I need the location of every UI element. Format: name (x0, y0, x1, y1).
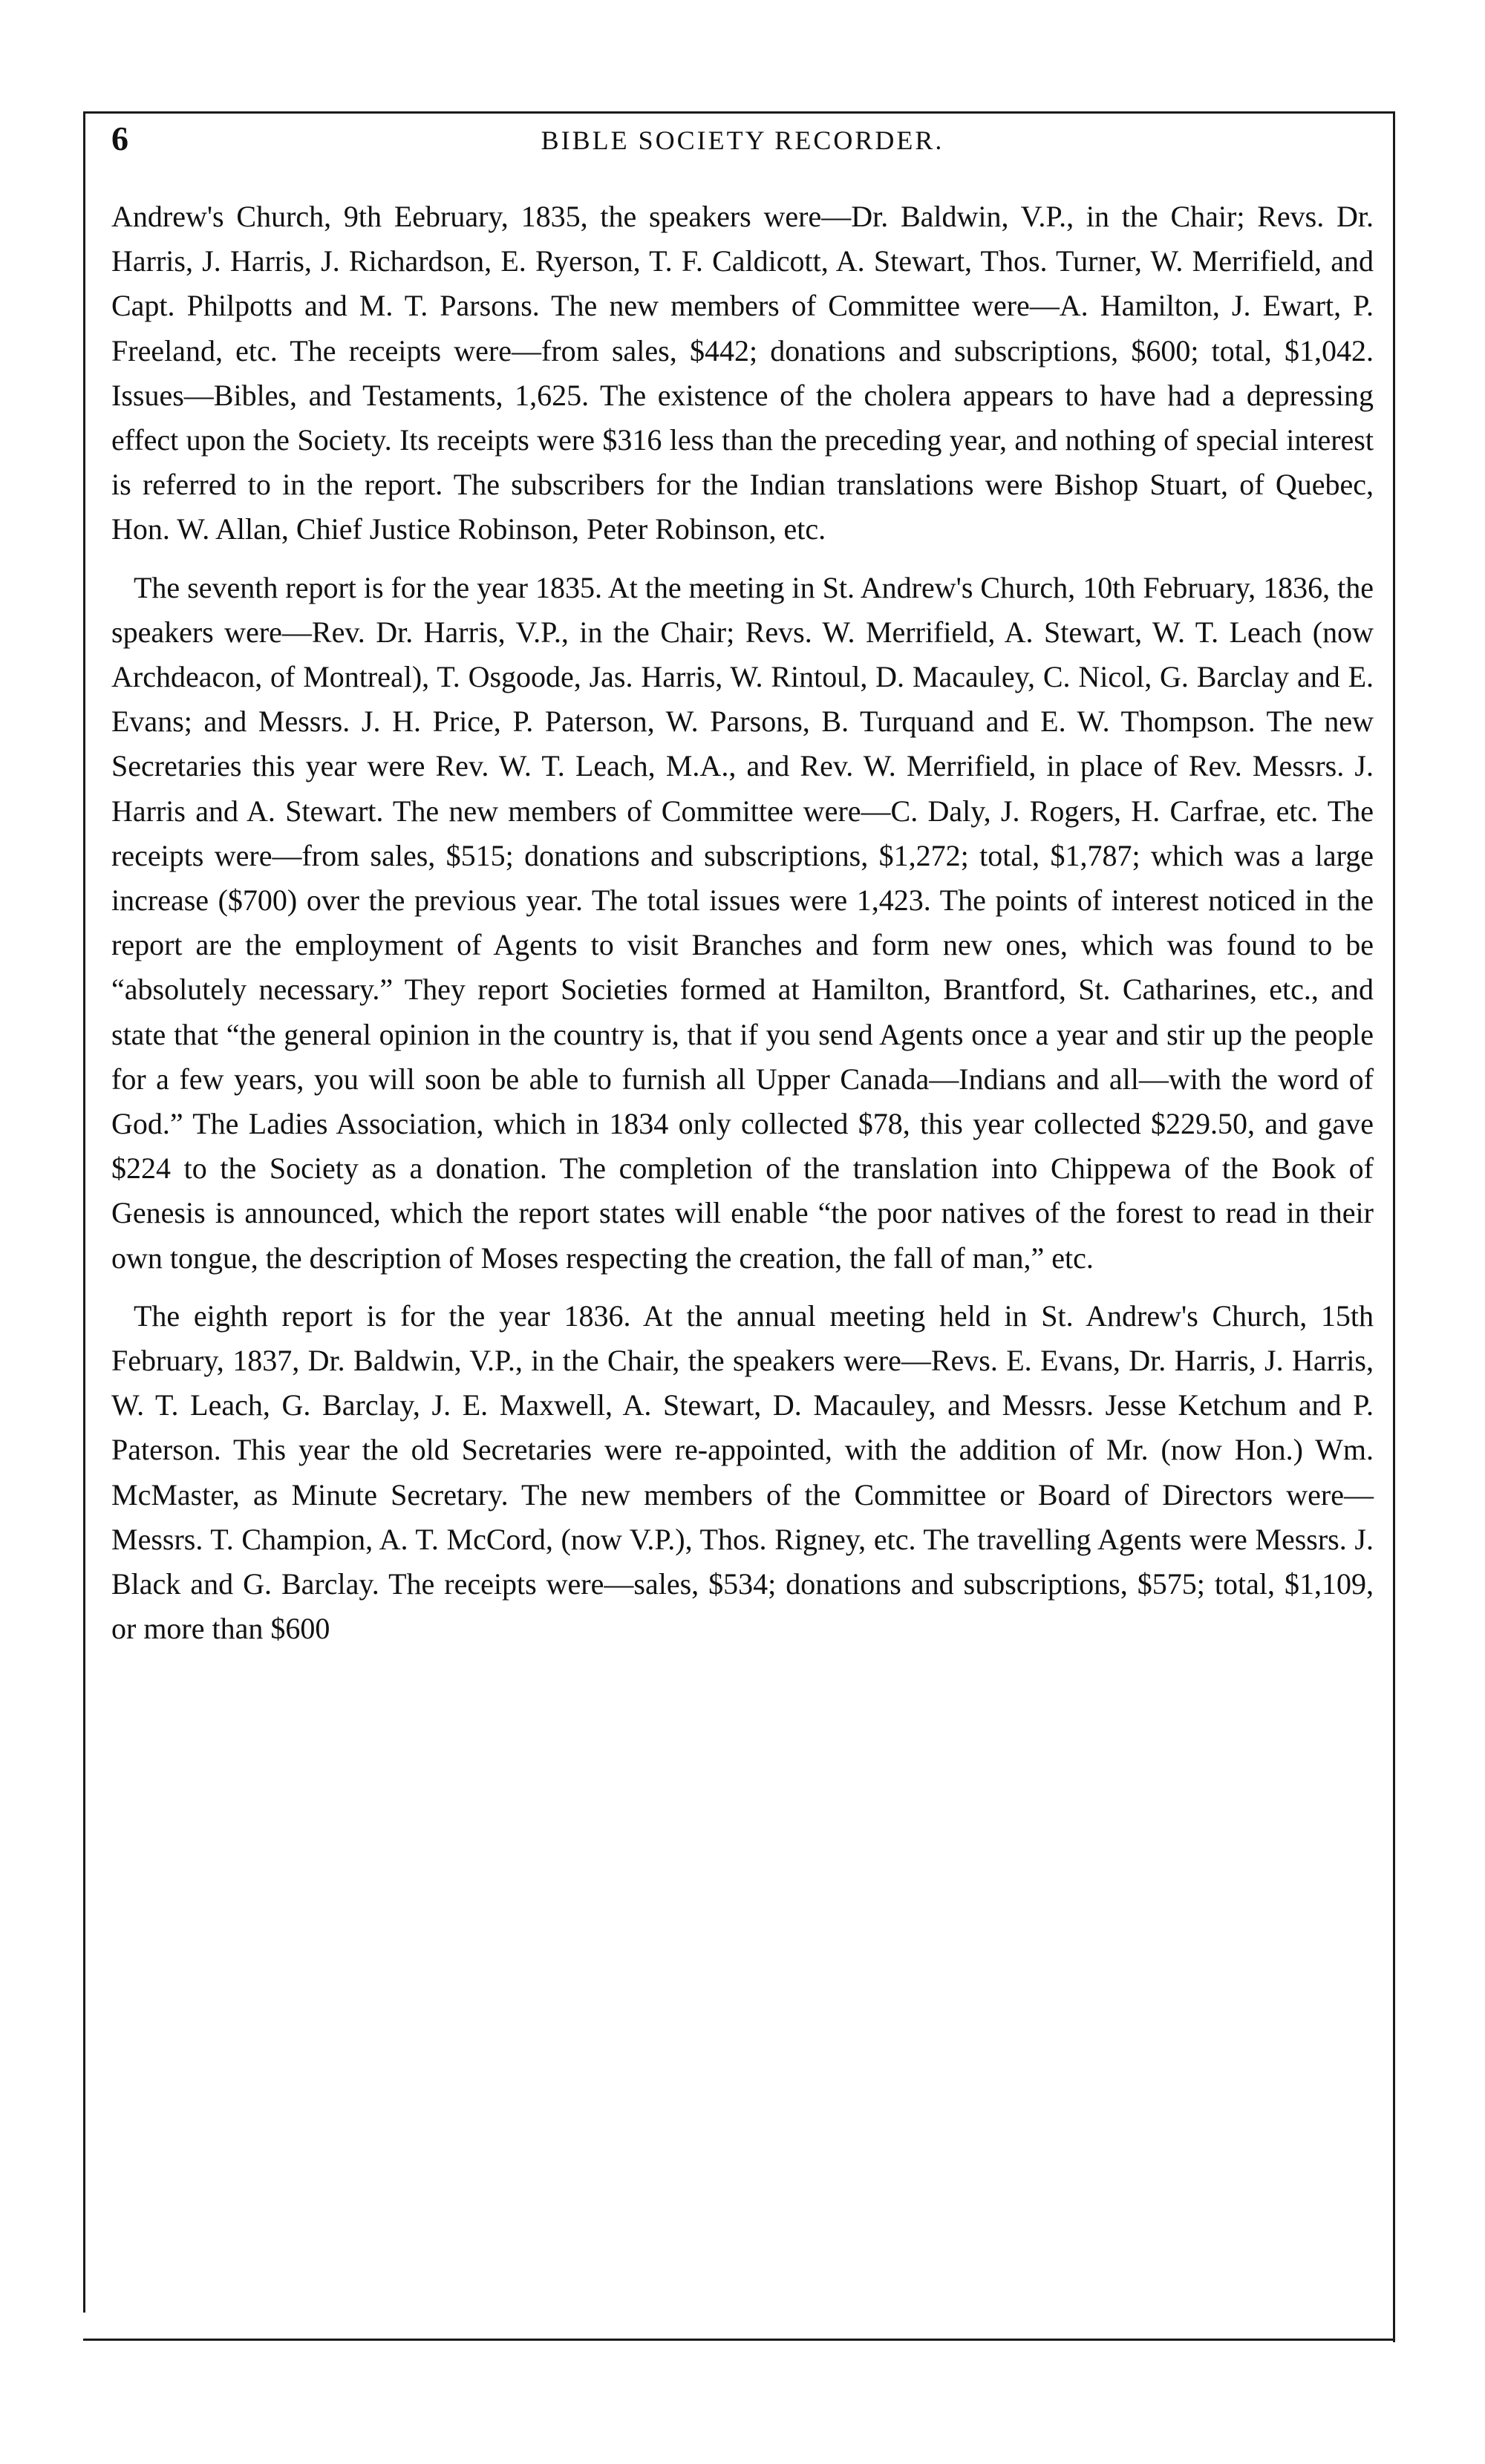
page-border-right (1393, 111, 1395, 2342)
page-border-bottom (83, 2339, 1394, 2341)
page-border-top (83, 111, 1394, 114)
paragraph-continued: Andrew's Church, 9th Eebruary, 1835, the speakers were—Dr. Baldwin, V.P., in the Chair; Revs. Dr. Harris, J. Harris, J. Richardson, E. Ryerson, T. F. Caldicott, A. Stewart, Thos. Turner, W. Merrifield, and Capt. Philpotts and M. T. Parsons. The new members of Committee were—A. Hamilton, J. Ewart, P. Freeland, etc. The receipts were—from sales, $442; donations and subscriptions, $600; total, $1,042. Issues—Bibles, and Testaments, 1,625. The existence of the cholera appears to have had a depressing effect upon the Society. Its receipts were $316 less than the preceding year, and nothing of special interest is referred to in the report. The subscribers for the Indian translations were Bishop Stuart, of Quebec, Hon. W. Allan, Chief Justice Robinson, Peter Robinson, etc. (111, 200, 1374, 546)
page-border-left (83, 111, 85, 2313)
page-header (111, 119, 1374, 163)
paragraph-seventh-report: The seventh report is for the year 1835. At the meeting in St. Andrew's Church, 10th February, 1836, the speakers were—Rev. Dr. Harris, V.P., in the Chair; Revs. W. Merrifield, A. Stewart, W. T. Leach (now Archdeacon, of Montreal), T. Osgoode, Jas. Harris, W. Rintoul, D. Macauley, C. Nicol, G. Barclay and E. Evans; and Messrs. J. H. Price, P. Paterson, W. Parsons, B. Turquand and E. W. Thompson. The new Secretaries this year were Rev. W. T. Leach, M.A., and Rev. W. Merrifield, in place of Rev. Messrs. J. Harris and A. Stewart. The new members of Committee were—C. Daly, J. Rogers, H. Carfrae, etc. The receipts were—from sales, $515; donations and subscriptions, $1,272; total, $1,787; which was a large increase ($700) over the previous year. The total issues were 1,423. The points of interest noticed in the report are the employment of Agents to visit Branches and form new ones, which was found to be “absolutely necessary.” They report Societies formed at Hamilton, Brantford, St. Catharines, etc., and state that “the general opinion in the country is, that if you send Agents once a year and stir up the people for a few years, you will soon be able to furnish all Upper Canada—Indians and all—with the word of God.” The Ladies Association, which in 1834 only collected $78, this year collected $229.50, and gave $224 to the Society as a donation. The completion of the translation into Chippewa of the Book of Genesis is announced, which the report states will enable “the poor natives of the forest to read in their own tongue, the description of Moses respecting the creation, the fall of man,” etc. (111, 570, 1374, 1275)
body-text (111, 195, 1374, 1665)
page-number: 6 (111, 120, 128, 157)
running-head: BIBLE SOCIETY RECORDER. (541, 125, 944, 155)
paragraph-eighth-report: The eighth report is for the year 1836. At the annual meeting held in St. Andrew's Church, 15th February, 1837, Dr. Baldwin, V.P., in the Chair, the speakers were—Revs. E. Evans, Dr. Harris, J. Harris, W. T. Leach, G. Barclay, J. E. Maxwell, A. Stewart, D. Macauley, and Messrs. Jesse Ketchum and P. Paterson. This year the old Secretaries were re-appointed, with the addition of Mr. (now Hon.) Wm. McMaster, as Minute Secretary. The new members of the Committee or Board of Directors were—Messrs. T. Champion, A. T. McCord, (now V.P.), Thos. Rigney, etc. The travelling Agents were Messrs. J. Black and G. Barclay. The receipts were—sales, $534; donations and subscriptions, $575; total, $1,109, or more than $600 (111, 1298, 1374, 1646)
